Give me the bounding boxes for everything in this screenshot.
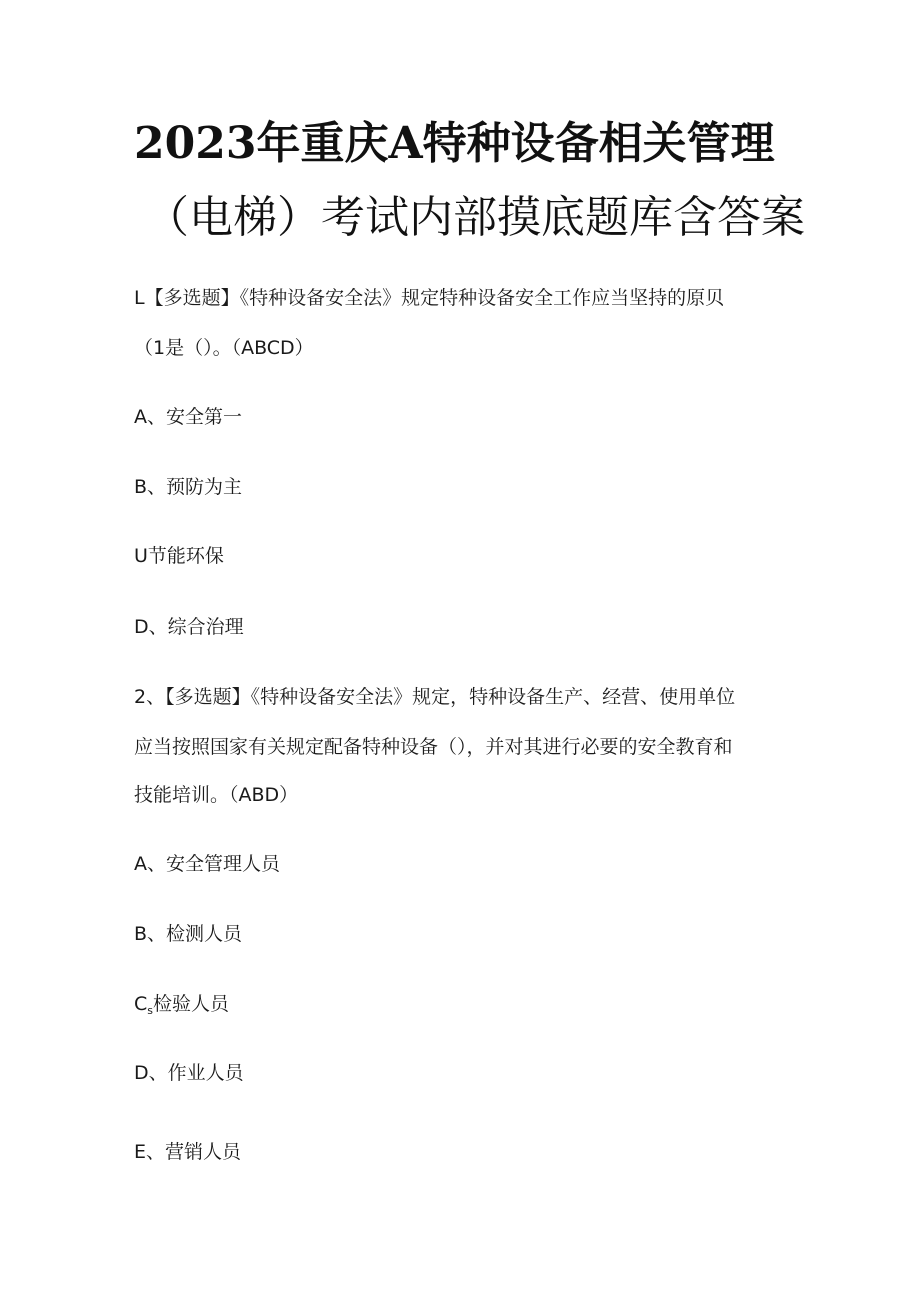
option-c-letter: C — [134, 993, 148, 1015]
question-2-option-e: E、营销人员 — [134, 1141, 242, 1163]
question-1-line-1: L【多选题】《特种设备安全法》规定特种设备安全工作应当坚持的原贝 — [134, 287, 725, 309]
document-title-line-2: （电梯）考试内部摸底题库含答案 — [145, 192, 805, 243]
option-c-subscript: s — [147, 1004, 154, 1017]
question-1-line-2: （1是（）。（ABCD） — [134, 337, 314, 359]
question-1-option-a: A、安全第一 — [134, 406, 242, 428]
question-2-line-1: 2、【多选题】《特种设备安全法》规定，特种设备生产、经营、使用单位 — [134, 686, 736, 708]
question-2-option-d: D、作业人员 — [134, 1062, 244, 1084]
option-c-text: 检验人员 — [153, 993, 230, 1015]
question-2-option-b: B、检测人员 — [134, 923, 243, 945]
question-2-option-a: A、安全管理人员 — [134, 853, 280, 875]
question-1-option-d: D、综合治理 — [134, 616, 244, 638]
question-1-option-c: U节能环保 — [134, 545, 224, 567]
question-2-option-c — [134, 995, 229, 1016]
question-2-line-3: 技能培训。（ABD） — [134, 784, 299, 806]
question-1-option-b: B、预防为主 — [134, 476, 243, 498]
question-2-line-2: 应当按照国家有关规定配备特种设备（），并对其进行必要的安全教育和 — [134, 736, 733, 758]
document-title-line-1: 2023年重庆A特种设备相关管理 — [134, 118, 775, 169]
